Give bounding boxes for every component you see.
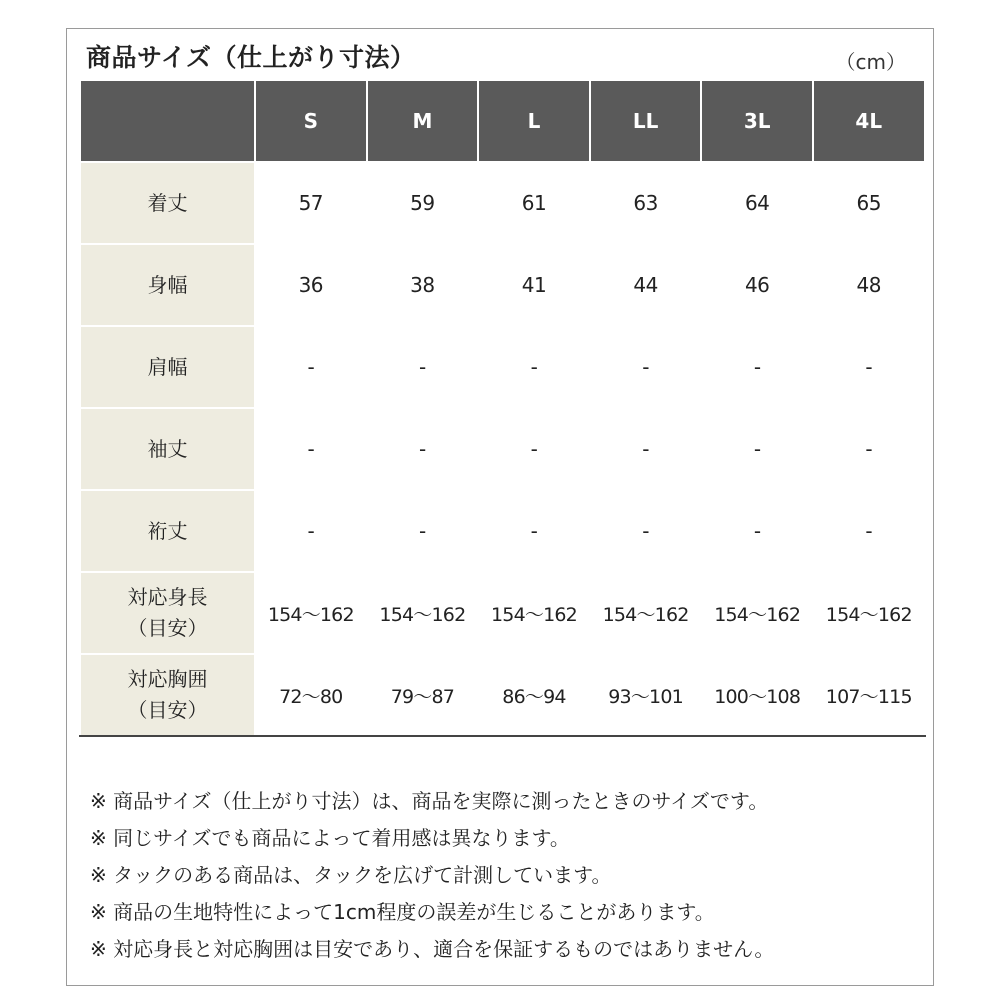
size-value-cell: - [255,490,367,572]
size-value-cell: 44 [590,244,702,326]
size-value-cell: 41 [478,244,590,326]
table-row [80,490,925,572]
note-item: ※ 商品サイズ（仕上がり寸法）は、商品を実際に測ったときのサイズです。 [90,789,769,813]
row-label: 肩幅 [147,354,188,379]
size-value-cell: - [255,326,367,408]
size-table-body [80,162,925,736]
size-value-cell: 93～101 [590,654,702,736]
unit-label: （cm） [835,50,906,74]
notes-list [90,786,920,971]
size-value-cell: 57 [255,162,367,244]
size-value-cell: 38 [367,244,479,326]
header-corner-cell [80,80,255,162]
table-row [80,162,925,244]
size-value-cell: - [813,490,925,572]
size-value-cell: - [478,490,590,572]
size-value-cell: - [367,490,479,572]
size-header-3l: 3L [701,80,813,162]
row-sublabel: （目安） [127,616,208,640]
size-value-cell: 100～108 [701,654,813,736]
table-row [80,326,925,408]
size-value-cell: - [813,326,925,408]
size-value-cell: - [367,408,479,490]
row-label: 対応胸囲 [127,667,208,691]
table-row [80,244,925,326]
size-value-cell: 48 [813,244,925,326]
row-label: 対応身長 [127,585,208,609]
row-label-cell [80,326,255,408]
row-label-cell [80,572,255,654]
size-value-cell: - [590,408,702,490]
size-value-cell: 154～162 [255,572,367,654]
size-value-cell: - [701,408,813,490]
size-header-s: S [255,80,367,162]
row-label-cell [80,244,255,326]
row-label: 身幅 [147,272,188,297]
size-value-cell: - [590,326,702,408]
size-value-cell: - [478,408,590,490]
chart-title: 商品サイズ（仕上がり寸法） [86,43,416,72]
size-value-cell: 72～80 [255,654,367,736]
size-header-m: M [367,80,479,162]
size-value-cell: 154～162 [367,572,479,654]
size-value-cell: 154～162 [590,572,702,654]
size-value-cell: 64 [701,162,813,244]
size-value-cell: 46 [701,244,813,326]
table-row [80,572,925,654]
size-header-row [80,80,925,162]
size-value-cell: 36 [255,244,367,326]
note-item: ※ 対応身長と対応胸囲は目安であり、適合を保証するものではありません。 [90,937,775,961]
size-value-cell: 86～94 [478,654,590,736]
size-value-cell: 107～115 [813,654,925,736]
size-header-l: L [478,80,590,162]
size-value-cell: - [367,326,479,408]
row-label-cell [80,408,255,490]
size-header-ll: LL [590,80,702,162]
size-value-cell: - [701,326,813,408]
size-header-4l: 4L [813,80,925,162]
note-item: ※ タックのある商品は、タックを広げて計測しています。 [90,863,612,887]
row-label: 袖丈 [147,436,188,461]
note-item: ※ 同じサイズでも商品によって着用感は異なります。 [90,826,570,850]
size-value-cell: - [478,326,590,408]
size-value-cell: - [701,490,813,572]
note-item: ※ 商品の生地特性によって1cm程度の誤差が生じることがあります。 [90,900,715,924]
row-label-cell [80,654,255,736]
row-label: 裄丈 [147,518,188,543]
size-value-cell: 154～162 [813,572,925,654]
size-value-cell: - [255,408,367,490]
size-value-cell: 79～87 [367,654,479,736]
size-value-cell: 154～162 [701,572,813,654]
size-value-cell: - [813,408,925,490]
row-sublabel: （目安） [127,698,208,722]
size-value-cell: 61 [478,162,590,244]
size-value-cell: 65 [813,162,925,244]
size-value-cell: - [590,490,702,572]
size-value-cell: 59 [367,162,479,244]
row-label: 着丈 [147,190,188,215]
size-value-cell: 63 [590,162,702,244]
size-value-cell: 154～162 [478,572,590,654]
row-label-cell [80,162,255,244]
row-label-cell [80,490,255,572]
size-table [79,79,926,737]
table-row [80,408,925,490]
table-row [80,654,925,736]
